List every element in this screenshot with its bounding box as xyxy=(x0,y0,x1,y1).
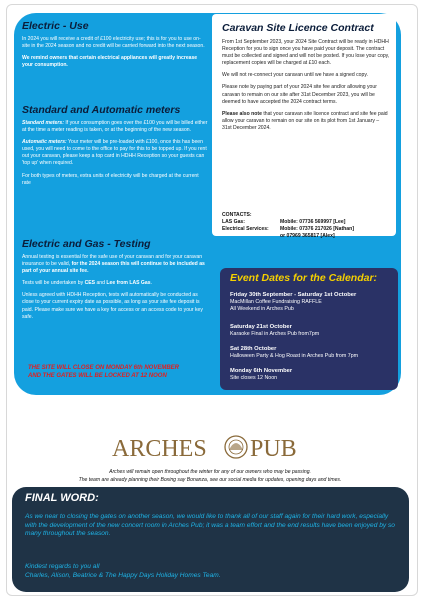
final-regards: Kindest regards to you all xyxy=(25,563,100,570)
testing-heading: Electric and Gas - Testing xyxy=(22,238,151,250)
licence-text-4 xyxy=(222,111,390,132)
arches-info-line: The team are already planning their Boxing say Bonanza, see our social media for updates, opening days and times. xyxy=(78,477,342,483)
automatic-meters-label: Automatic meters: xyxy=(22,139,67,146)
standard-meters-text xyxy=(22,120,208,134)
standard-meters-body: If your consumption goes over the £100 you will be billed either at the time a meter reading is taken, or at the beginning of the new season. xyxy=(22,120,208,134)
event-date: Saturday 21st October xyxy=(230,324,292,330)
logo-text-pub: PUB xyxy=(250,436,297,462)
licence-note-body: that your caravan site licence contract and site fee paid allow your caravan to remain on our site on its plot from 1st January – 31st December 2024. xyxy=(222,110,388,131)
event-line: Karaoke Final in Arches Pub from7pm xyxy=(230,331,320,337)
automatic-meters-body: Your meter will be pre-loaded with £100, once this has been used, you will need to come to the office to pay for this to be topped up. If you rent out your caravan, please keep a top card in HDHH Reception so your guests can 'top up' when required. xyxy=(22,139,207,167)
standard-meters-label: Standard meters: xyxy=(22,120,64,126)
logo-text-arches: ARCHES xyxy=(112,436,207,462)
final-word-text: As we near to closing the gates on another season, we would like to thank all of our staff again for their hard work, especially with the development of the new concert room in Arches Pub; it was a team effort and the end results have been enjoyed by so many throughout the season. xyxy=(25,513,395,538)
event-item xyxy=(230,324,395,338)
testing-text-2 xyxy=(22,280,208,287)
notice-line: THE SITE WILL CLOSE ON MONDAY 6th NOVEMBER xyxy=(28,365,180,371)
automatic-meters-text xyxy=(22,139,208,167)
event-item xyxy=(230,346,395,360)
both-meters-text: For both types of meters, extra units of electricity will be charged at the current rate xyxy=(22,172,199,186)
contact-value: or 07969 365817 [Alex] xyxy=(280,233,335,239)
event-dates-title: Event Dates for the Calendar: xyxy=(230,272,378,284)
testing-text-3: Unless agreed with HDHH Reception, tests will automatically be conducted as close to your current expiry date as possible, as long as your site fee deposit is paid. Please make sure we have a key for access or an access code to your key safe. xyxy=(22,292,203,320)
licence-text-2: We will not re-connect your caravan until we have a signed copy. xyxy=(222,72,368,79)
licence-note-label: Please also note xyxy=(222,110,262,117)
meters-section xyxy=(22,104,208,192)
contact-value: Mobile: 07376 217026 [Nathan] xyxy=(280,226,354,232)
contact-label xyxy=(222,233,280,240)
final-signature: Charles, Alison, Beatrice & The Happy Days Holiday Homes Team. xyxy=(25,571,221,579)
contact-row xyxy=(222,219,392,226)
contact-label: Electrical Services: xyxy=(222,226,269,232)
event-date: Monday 6th November xyxy=(230,368,293,374)
licence-text-3: Please note by paying part of your 2024 site fee and/or allowing your caravan to remain on our site after 31st December 2023, you will be deemed to have accepted the 2024 contract terms. xyxy=(222,84,377,105)
testing-text-1b: for the 2024 season this will continue to be included as part of your annual site fee. xyxy=(22,261,205,275)
logo-crest-icon xyxy=(225,436,247,458)
final-word-signoff xyxy=(25,563,397,580)
testing-text-2c: and xyxy=(95,280,107,287)
contacts-block xyxy=(222,212,392,240)
testing-text-1 xyxy=(22,254,208,275)
licence-heading: Caravan Site Licence Contract xyxy=(222,22,374,34)
event-item xyxy=(230,368,395,382)
contact-row xyxy=(222,233,392,240)
testing-ces: CES xyxy=(84,280,96,287)
site-closing-notice xyxy=(28,364,228,380)
electric-use-heading: Electric - Use xyxy=(22,20,89,32)
event-line: All Weekend in Arches Pub xyxy=(230,306,294,312)
testing-text-2e: . xyxy=(150,280,152,287)
electric-use-section xyxy=(22,20,208,74)
electric-use-text: In 2024 you will receive a credit of £100 electricity use; this is for you to use on-site in the 2024 season and no credit will be carried forward into the next season. xyxy=(22,36,205,50)
event-line: Halloween Party & Hog Roast in Arches Pub from 7pm xyxy=(230,353,359,359)
contact-value: Mobile: 07736 569997 [Lee] xyxy=(280,219,346,225)
testing-section xyxy=(22,238,208,326)
arches-info-line: Arches will remain open throughout the winter for any of our owners who may be passing. xyxy=(109,469,311,475)
arches-pub-logo xyxy=(108,432,316,462)
event-dates-box xyxy=(220,268,398,390)
meters-heading: Standard and Automatic meters xyxy=(22,104,181,116)
testing-lee: Lee from LAS Gas xyxy=(106,280,151,287)
contacts-heading: CONTACTS: xyxy=(222,212,252,218)
event-item xyxy=(230,292,395,313)
event-date: Friday 30th September - Saturday 1st October xyxy=(230,292,357,298)
contact-label: LAS Gas: xyxy=(222,219,245,225)
electric-use-reminder: We remind owners that certain electrical appliances will greatly increase your consumption. xyxy=(22,55,198,69)
testing-text-2a: Tests will be undertaken by xyxy=(22,280,85,287)
event-line: MacMillan Coffee Fundraising RAFFLE xyxy=(230,299,322,305)
event-line: Site closes 12 Noon xyxy=(230,375,278,381)
notice-line: AND THE GATES WILL BE LOCKED AT 12 NOON xyxy=(28,373,167,379)
testing-text-1a: Annual testing is essential for the safe use of your caravan and for your caravan insurance to be valid, xyxy=(22,254,203,268)
licence-section xyxy=(222,22,390,137)
event-date: Sat 28th October xyxy=(230,346,277,352)
contact-row xyxy=(222,226,392,233)
licence-text-1: From 1st September 2023, your 2024 Site Contract will be ready in HDHH Reception for you to sign once you have paid your deposit. The contract must be collected and signed and will not be posted. If you lose your copy, replacement copies will be charged at £10 each. xyxy=(222,39,390,67)
final-word-title: FINAL WORD: xyxy=(25,492,99,504)
